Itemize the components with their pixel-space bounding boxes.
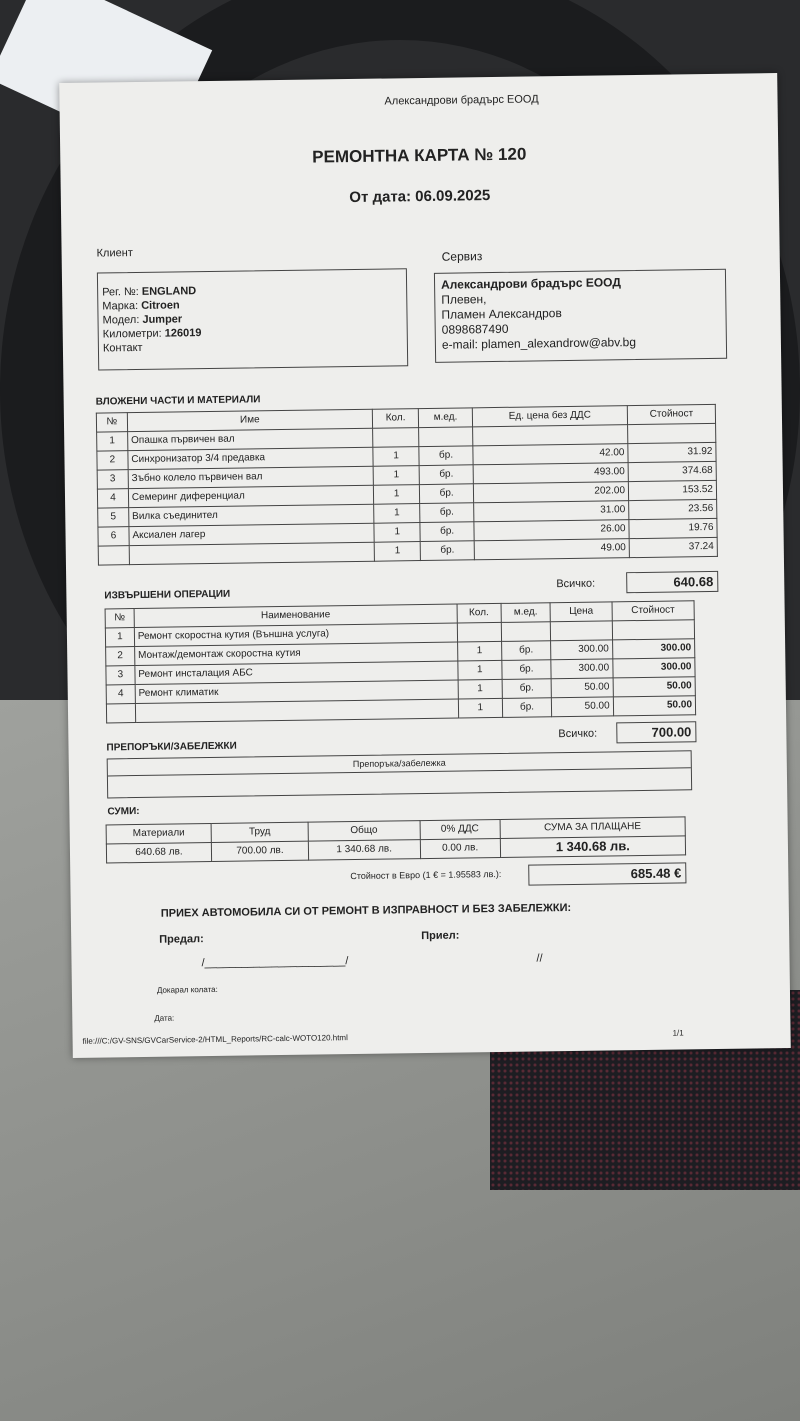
parts-cell: 153.52 [628,480,716,500]
client-label: Клиент [96,247,133,260]
notes-column-header: Препоръка/забележка [108,751,691,776]
service-email: e-mail: plamen_alexandrow@abv.bg [441,335,637,352]
parts-header: № [96,413,127,432]
parts-cell: 49.00 [474,539,630,560]
company-header: Александрови брадърс ЕООД [384,93,539,108]
operations-cell: 3 [106,666,135,685]
sums-header-payable: СУМА ЗА ПЛАЩАНЕ [500,817,685,839]
operations-header: Цена [550,602,611,622]
parts-cell: 1 [374,542,421,562]
reg-label: Рег. №: [102,285,139,299]
footer-path: file:///C:/GV-SNS/GVCarService-2/HTML_Reports/RC-calc-WOTO120.html [82,1033,348,1046]
operations-header: Кол. [457,603,501,623]
operations-cell: 1 [458,641,502,661]
sums-header-materials: Материали [106,824,211,844]
make-value: Citroen [141,299,180,312]
parts-cell: бр. [420,503,474,523]
euro-value: 685.48 € [528,862,686,885]
parts-cell: бр. [420,522,474,542]
operations-cell: 300.00 [551,640,612,660]
make-label: Марка: [102,299,139,313]
operations-cell: 1 [458,679,502,699]
parts-cell: 4 [97,489,128,508]
parts-cell: Аксиален лагер [129,523,374,545]
sums-header-total: Общо [308,821,420,842]
handed-label: Предал: [159,933,204,946]
service-name: Александрови брадърс ЕООД [440,275,621,292]
operations-header: № [105,609,134,628]
notes-heading: ПРЕПОРЪКИ/ЗАБЕЛЕЖКИ [106,740,237,754]
operations-cell: бр. [501,660,551,680]
parts-cell: 37.24 [629,537,717,557]
service-label: Сервиз [441,249,483,264]
page-number: 1/1 [672,1028,684,1038]
operations-table [105,600,697,723]
parts-cell: 31.92 [628,442,716,462]
parts-cell [372,428,419,448]
km-value: 126019 [164,327,202,340]
sums-payable: 1 340.68 лв. [500,836,685,858]
sums-header-vat: 0% ДДС [420,819,500,839]
parts-header: м.ед. [419,408,473,428]
parts-cell: 493.00 [473,463,629,484]
operations-cell: 4 [106,685,135,704]
model-label: Модел: [102,313,140,327]
repair-card-document [59,73,791,1058]
parts-cell [419,427,473,447]
parts-cell: 31.00 [473,501,629,522]
operations-cell: 50.00 [613,677,696,697]
service-person: Пламен Александров [441,306,562,322]
operations-cell: 300.00 [612,658,695,678]
operations-cell: 50.00 [552,678,613,698]
operations-total-label: Всичко: [558,727,598,741]
parts-cell: 374.68 [628,461,716,481]
parts-cell: бр. [419,446,473,466]
received-label: Приел: [421,929,460,943]
sums-labor: 700.00 лв. [211,841,308,861]
date-label: Дата: [154,1013,175,1023]
parts-cell: 42.00 [473,444,629,465]
parts-cell: Опашка първичен вал [127,428,372,450]
operations-header: Стойност [612,601,695,621]
parts-header: Кол. [372,409,419,429]
parts-cell: 1 [373,504,420,524]
parts-cell: 202.00 [473,482,629,503]
parts-header: Ед. цена без ДДС [472,406,628,427]
parts-cell: 3 [97,470,128,489]
service-box [434,269,727,363]
parts-cell: Семеринг диференциал [128,485,373,507]
sums-heading: СУМИ: [107,806,140,818]
operations-cell: Ремонт климатик [135,680,458,704]
brought-by-label: Докарал колата: [156,984,218,995]
document-title: РЕМОНТНА КАРТА № 120 [312,144,527,167]
operations-header: Наименование [134,604,457,628]
parts-cell: 6 [98,527,129,546]
operations-cell [551,621,612,641]
operations-cell: 1 [105,628,134,647]
parts-cell: 1 [373,447,420,467]
document-date: От дата: 06.09.2025 [349,187,491,207]
operations-cell: 1 [458,698,502,718]
operations-cell: 50.00 [552,697,613,717]
operations-cell: Монтаж/демонтаж скоростна кутия [134,642,457,666]
operations-cell [106,704,135,723]
parts-header: Име [127,409,372,431]
operations-cell: бр. [502,698,552,718]
sums-header-labor: Труд [211,822,308,842]
client-box [97,268,408,370]
service-phone: 0898687490 [441,321,509,337]
parts-cell: бр. [420,465,474,485]
euro-label: Стойност в Евро (1 € = 1.95583 лв.): [350,868,502,882]
model-value: Jumper [142,313,183,326]
acceptance-statement: ПРИЕХ АВТОМОБИЛА СИ ОТ РЕМОНТ В ИЗПРАВНОСТ И БЕЗ ЗАБЕЛЕЖКИ: [160,901,572,920]
parts-cell [628,423,716,443]
operations-cell: Ремонт инсталация АБС [135,661,458,685]
parts-total: 640.68 [626,571,718,593]
reg-value: ENGLAND [141,285,197,298]
parts-cell: 26.00 [474,520,630,541]
operations-cell: 300.00 [551,659,612,679]
operations-cell: Ремонт скоростна кутия (Външна услуга) [134,623,457,647]
parts-cell: 1 [374,523,421,543]
parts-cell: бр. [420,484,474,504]
parts-cell [98,546,129,565]
km-label: Километри: [102,327,162,341]
sums-total: 1 340.68 лв. [308,840,420,861]
operations-cell: 1 [458,660,502,680]
operations-cell: бр. [501,641,551,661]
operations-heading: ИЗВЪРШЕНИ ОПЕРАЦИИ [104,588,231,602]
sums-vat: 0.00 лв. [420,838,500,858]
parts-cell: 1 [373,485,420,505]
parts-cell: 23.56 [629,499,717,519]
operations-cell [612,620,695,640]
sums-table [106,816,686,863]
parts-cell: бр. [421,541,475,561]
parts-table [96,404,718,566]
notes-box [107,750,693,798]
parts-heading: ВЛОЖЕНИ ЧАСТИ И МАТЕРИАЛИ [95,394,261,408]
sums-materials: 640.68 лв. [106,843,211,863]
parts-cell [472,425,628,446]
operations-cell [501,622,551,642]
parts-header: Стойност [627,404,715,424]
contact-label: Контакт [102,341,143,355]
operations-cell: бр. [502,679,552,699]
parts-cell: 19.76 [629,518,717,538]
parts-cell [129,542,374,564]
parts-cell: 1 [373,466,420,486]
operations-cell: 300.00 [612,639,695,659]
parts-total-label: Всичко: [556,577,596,591]
handed-signature-line: /_______________________/ [201,955,349,970]
parts-cell: Зъбно колело първичен вал [128,466,373,488]
operations-cell: 2 [106,647,135,666]
received-signature-line: // [536,952,543,965]
service-city: Плевен, [441,292,487,307]
operations-cell [457,622,501,642]
parts-cell: 5 [98,508,129,527]
parts-cell: Вилка съединител [129,504,374,526]
parts-cell: 1 [97,432,128,451]
parts-cell: Синхронизатор 3/4 предавка [128,447,373,469]
parts-cell: 2 [97,451,128,470]
operations-cell [135,699,458,723]
operations-header: м.ед. [501,603,551,623]
operations-total: 700.00 [616,721,696,743]
operations-cell: 50.00 [613,696,696,716]
